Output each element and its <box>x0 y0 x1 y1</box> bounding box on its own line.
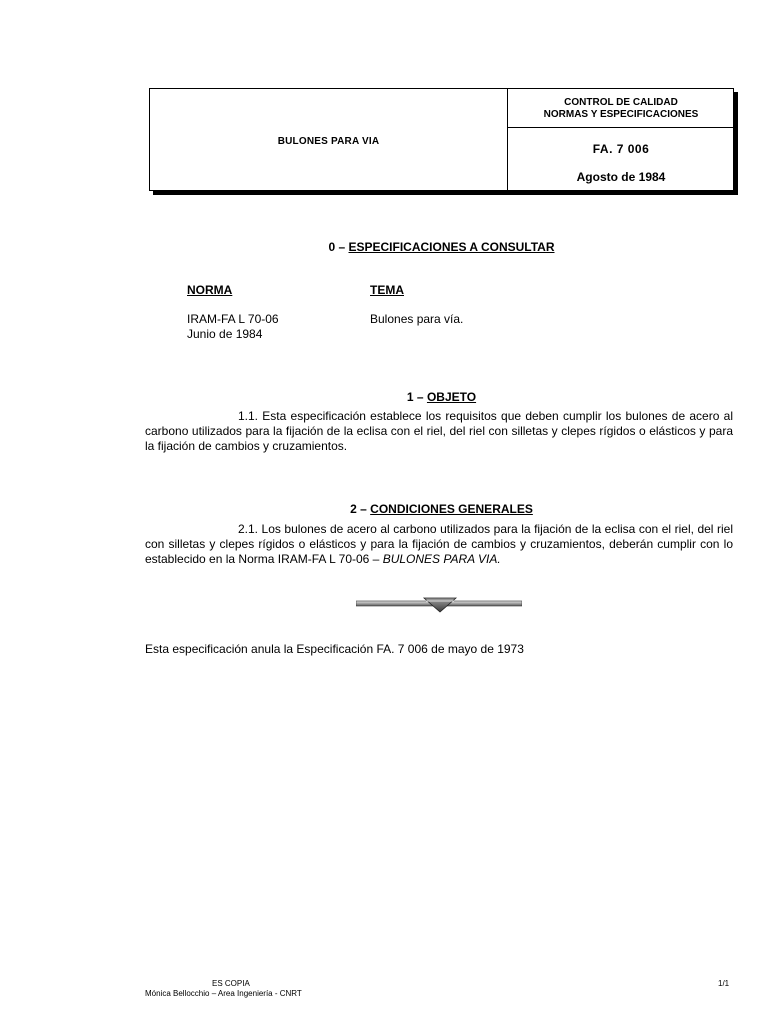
column-header-norma: NORMA <box>187 283 233 297</box>
section-0-number: 0 – <box>328 240 346 254</box>
norma-date: Junio de 1984 <box>187 327 263 341</box>
document-code: FA. 7 006 <box>592 142 650 156</box>
section-2-number: 2 – <box>350 502 367 516</box>
document-date: Agosto de 1984 <box>576 170 666 184</box>
header-rule <box>507 127 734 128</box>
section-1-number: 1 – <box>406 390 424 404</box>
section-2-heading <box>149 502 734 516</box>
standards-label: NORMAS Y ESPECIFICACIONES <box>543 109 699 120</box>
supersedes-note: Esta especificación anula la Especificación FA. 7 006 de mayo de 1973 <box>145 642 524 656</box>
quality-control-label: CONTROL DE CALIDAD <box>564 97 678 108</box>
column-header-tema: TEMA <box>370 283 404 297</box>
section-2-title: CONDICIONES GENERALES <box>370 502 533 516</box>
section-0-heading <box>149 240 734 254</box>
section-2-text: 2.1. Los bulones de acero al carbono utilizados para la fijación de la eclisa con el riel, del riel con silletas y clepes rígidos o elásticos y para la fijación de cambios y cruzamientos, deberán cumplir con lo establecido en la Norma IRAM-FA L 70-06 – <box>145 522 733 566</box>
section-2-paragraph <box>145 522 733 567</box>
section-0-title: ESPECIFICACIONES A CONSULTAR <box>348 240 555 254</box>
footer-author: Mónica Bellocchio – Area Ingeniería - CNRT <box>145 989 302 998</box>
page-number: 1/1 <box>718 979 730 988</box>
document-title: BULONES PARA VIA <box>277 136 380 147</box>
section-2-emphasis: BULONES PARA VIA. <box>382 552 501 566</box>
tema-value: Bulones para vía. <box>370 312 464 326</box>
footer-copy-label: ES COPIA <box>212 979 250 988</box>
norma-code: IRAM-FA L 70-06 <box>187 312 279 326</box>
section-1-paragraph <box>145 409 733 454</box>
section-1-text: 1.1. Esta especificación establece los requisitos que deben cumplir los bulones de acero al carbono utilizados para la fijación de la eclisa con el riel, del riel con silletas y clepes rígidos o elásticos y para la fijación de cambios y cruzamientos. <box>145 409 733 453</box>
section-end-ornament <box>356 594 522 614</box>
section-1-title: OBJETO <box>426 390 477 404</box>
section-1-heading <box>149 390 734 404</box>
